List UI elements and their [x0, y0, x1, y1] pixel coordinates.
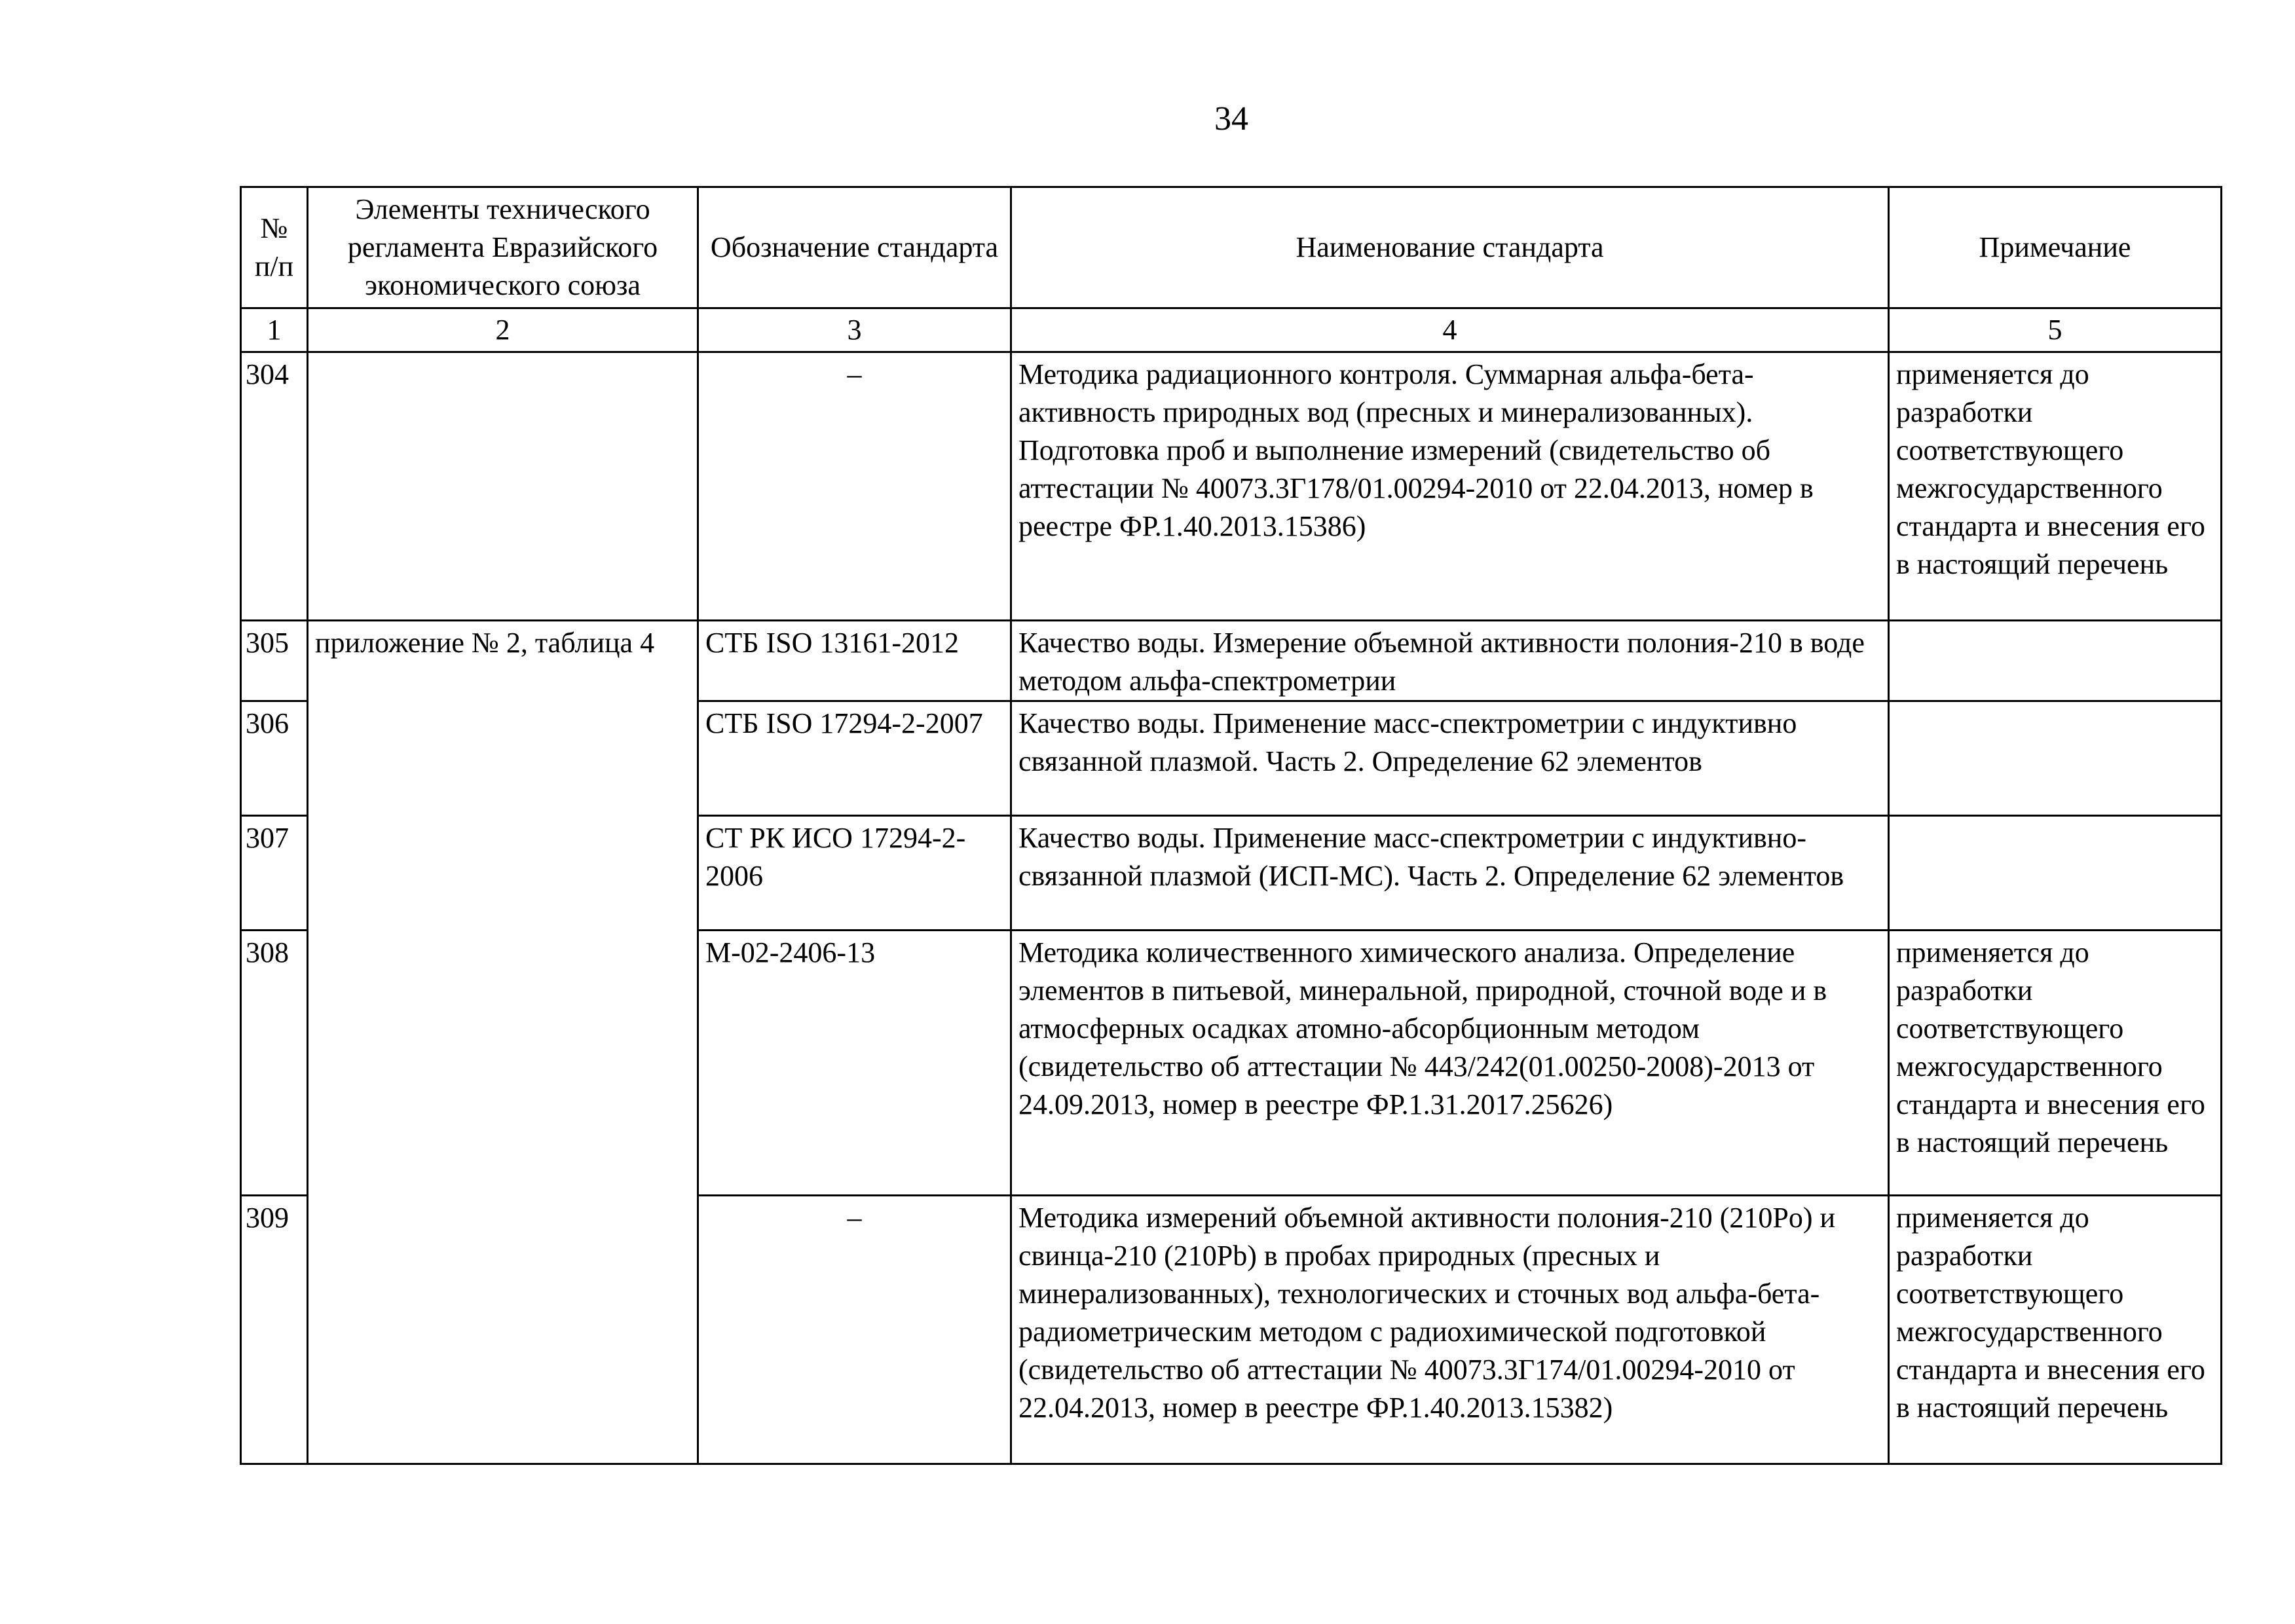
header-elements: Элементы технического регламента Евразийского экономического союза — [308, 187, 698, 308]
row-standard-name: Качество воды. Применение масс-спектрометрии с индуктивно-связанной плазмой (ИСП-МС). Часть 2. Определение 62 элементов — [1011, 816, 1889, 931]
header-designation: Обозначение стандарта — [698, 187, 1011, 308]
row-element-group: приложение № 2, таблица 4 — [308, 621, 698, 1464]
row-standard-name: Методика измерений объемной активности полония-210 (210Po) и свинца-210 (210Pb) в пробах природных (пресных и минерализованных), технологических и сточных вод альфа-бета-радиометрическим методом с радиохимической подготовкой (свидетельство об аттестации № 40073.3Г174/01.00294-2010 от 22.04.2013, номер в реестре ФР.1.40.2013.15382) — [1011, 1196, 1889, 1464]
row-element — [308, 352, 698, 621]
row-designation: – — [698, 1196, 1011, 1464]
row-designation: М-02-2406-13 — [698, 931, 1011, 1196]
column-number: 2 — [308, 308, 698, 352]
row-number: 306 — [241, 701, 308, 816]
row-number: 304 — [241, 352, 308, 621]
column-number: 4 — [1011, 308, 1889, 352]
row-note — [1889, 816, 2222, 931]
page-number: 34 — [1214, 100, 1248, 138]
row-standard-name: Методика количественного химического анализа. Определение элементов в питьевой, минеральной, природной, сточной воде и в атмосферных осадках атомно-абсорбционным методом (свидетельство об аттестации № 443/242(01.00250-2008)-2013 от 24.09.2013, номер в реестре ФР.1.31.2017.25626) — [1011, 931, 1889, 1196]
row-designation: СТБ ISO 17294-2-2007 — [698, 701, 1011, 816]
row-number: 308 — [241, 931, 308, 1196]
column-number: 3 — [698, 308, 1011, 352]
standards-table — [240, 186, 2222, 1465]
header-note: Примечание — [1889, 187, 2222, 308]
row-standard-name: Методика радиационного контроля. Суммарная альфа-бета-активность природных вод (пресных и минерализованных). Подготовка проб и выполнение измерений (свидетельство об аттестации № 40073.3Г178/01.00294-2010 от 22.04.2013, номер в реестре ФР.1.40.2013.15386) — [1011, 352, 1889, 621]
row-note: применяется до разработки соответствующего межгосударственного стандарта и внесения его в настоящий перечень — [1889, 1196, 2222, 1464]
column-number: 5 — [1889, 308, 2222, 352]
row-designation: СТБ ISO 13161-2012 — [698, 621, 1011, 701]
row-number: 307 — [241, 816, 308, 931]
row-note — [1889, 621, 2222, 701]
header-row — [241, 187, 2222, 308]
table-row — [241, 352, 2222, 621]
row-designation: – — [698, 352, 1011, 621]
header-name: Наименование стандарта — [1011, 187, 1889, 308]
header-num: № п/п — [241, 187, 308, 308]
column-number-row — [241, 308, 2222, 352]
row-number: 309 — [241, 1196, 308, 1464]
table-row — [241, 621, 2222, 701]
row-standard-name: Качество воды. Измерение объемной активности полония-210 в воде методом альфа-спектрометрии — [1011, 621, 1889, 701]
row-number: 305 — [241, 621, 308, 701]
row-standard-name: Качество воды. Применение масс-спектрометрии с индуктивно связанной плазмой. Часть 2. Определение 62 элементов — [1011, 701, 1889, 816]
row-note: применяется до разработки соответствующего межгосударственного стандарта и внесения его в настоящий перечень — [1889, 352, 2222, 621]
column-number: 1 — [241, 308, 308, 352]
row-note: применяется до разработки соответствующего межгосударственного стандарта и внесения его в настоящий перечень — [1889, 931, 2222, 1196]
row-note — [1889, 701, 2222, 816]
row-designation: СТ РК ИСО 17294-2-2006 — [698, 816, 1011, 931]
